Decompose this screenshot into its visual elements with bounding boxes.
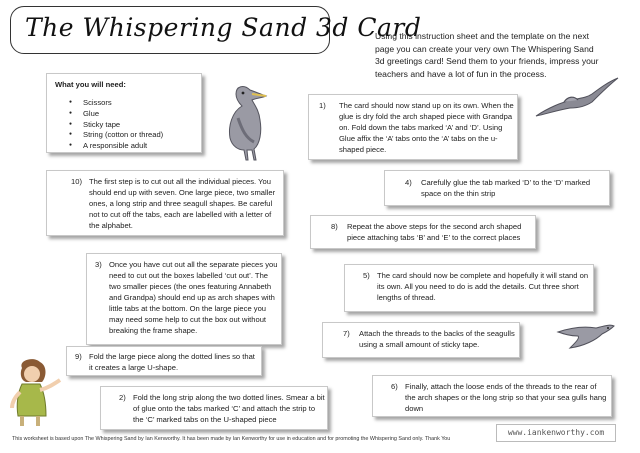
page-title: The Whispering Sand 3d Card bbox=[25, 13, 422, 42]
step-box bbox=[372, 375, 612, 417]
step-text: Repeat the above steps for the second arch shaped piece attaching tabs ‘B’ and ‘E’ to the correct places bbox=[347, 222, 522, 242]
step-number: 4) bbox=[405, 178, 412, 187]
step-box bbox=[66, 346, 262, 376]
step-text: The card should now be complete and hopefully it will stand on its own. All you need to do is add the details. Cut three short lengths of thread. bbox=[377, 271, 589, 302]
step-number: 1) bbox=[319, 101, 326, 110]
step-box bbox=[322, 322, 520, 358]
needs-box bbox=[46, 73, 202, 153]
step-number: 8) bbox=[331, 222, 338, 231]
needs-item: ● Glue bbox=[69, 108, 163, 119]
girl-illustration-icon bbox=[8, 358, 66, 428]
step-number: 3) bbox=[95, 260, 102, 269]
needs-item: ● Sticky tape bbox=[69, 119, 163, 130]
step-box bbox=[384, 170, 610, 206]
step-number: 7) bbox=[343, 329, 350, 338]
step-text: Fold the long strip along the two dotted lines. Smear a bit of glue onto the tabs marked ‘C’ and attach the strip to the ‘C’ marked tabs on the U-shaped piece bbox=[133, 393, 325, 424]
step-number: 10) bbox=[71, 177, 82, 186]
flying-seagull-icon bbox=[534, 72, 620, 122]
step-box bbox=[46, 170, 284, 236]
step-number: 5) bbox=[363, 271, 370, 280]
needs-item: ● Scissors bbox=[69, 97, 163, 108]
needs-list bbox=[69, 97, 163, 151]
needs-heading: What you will need: bbox=[55, 80, 126, 89]
step-text: Carefully glue the tab marked ‘D’ to the ‘D’ marked space on the thin strip bbox=[421, 178, 591, 198]
step-box bbox=[100, 386, 328, 430]
website-label: www.iankenworthy.com bbox=[496, 424, 616, 442]
step-text: Once you have cut out all the separate pieces you need to cut out the boxes labelled ‘cut out’. The two smaller pieces (the ones featuring Annabeth and Grandpa) should end up as arch shapes with little tabs at the bottom. On the large piece you may need some help to cut the box out without breaking the frame shape. bbox=[109, 260, 278, 335]
step-text: The first step is to cut out all the individual pieces. You should end up with seven. One large piece, two smaller ones, a long strip and three seagull shapes. Be careful not to cut off the tabs, each are labelled with a letter of the alphabet. bbox=[89, 177, 276, 230]
step-box bbox=[310, 215, 536, 249]
needs-item: ● String (cotton or thread) bbox=[69, 129, 163, 140]
step-text: Finally, attach the loose ends of the threads to the rear of the arch shapes or the long strip so that your sea gulls hang down bbox=[405, 382, 607, 413]
step-box bbox=[344, 264, 594, 312]
step-box bbox=[86, 253, 282, 345]
step-text: Attach the threads to the backs of the seagulls using a small amount of sticky tape. bbox=[359, 329, 515, 349]
step-text: The card should now stand up on its own. When the glue is dry fold the arch shaped piece with Grandpa on. Fold down the tabs marked ‘A’ and ‘D’. Using Glue affix the ‘A’ tabs onto the ‘A’ tabs on the u-shaped piece. bbox=[339, 101, 514, 154]
step-box bbox=[308, 94, 518, 160]
footer-note: This worksheet is based upon The Whispering Sand by Ian Kenworthy. It has been made by Ian Kenworthy for use in education and for promoting the Whispering Sand only. Thank You bbox=[12, 436, 451, 442]
gliding-seagull-icon bbox=[556, 322, 616, 354]
step-number: 9) bbox=[75, 352, 82, 361]
title-banner bbox=[10, 6, 422, 54]
step-text: Fold the large piece along the dotted lines so that it creates a large U-shape. bbox=[89, 352, 255, 372]
step-number: 6) bbox=[391, 382, 398, 391]
needs-item: ● A responsible adult bbox=[69, 140, 163, 151]
step-number: 2) bbox=[119, 393, 126, 402]
standing-seagull-icon bbox=[216, 80, 270, 162]
intro-text: Using this instruction sheet and the template on the next page you can create your very own The Whispering Sand 3d greetings card! Send them to your friends, impress your teachers and have a lot of fun in the process. bbox=[375, 31, 599, 79]
